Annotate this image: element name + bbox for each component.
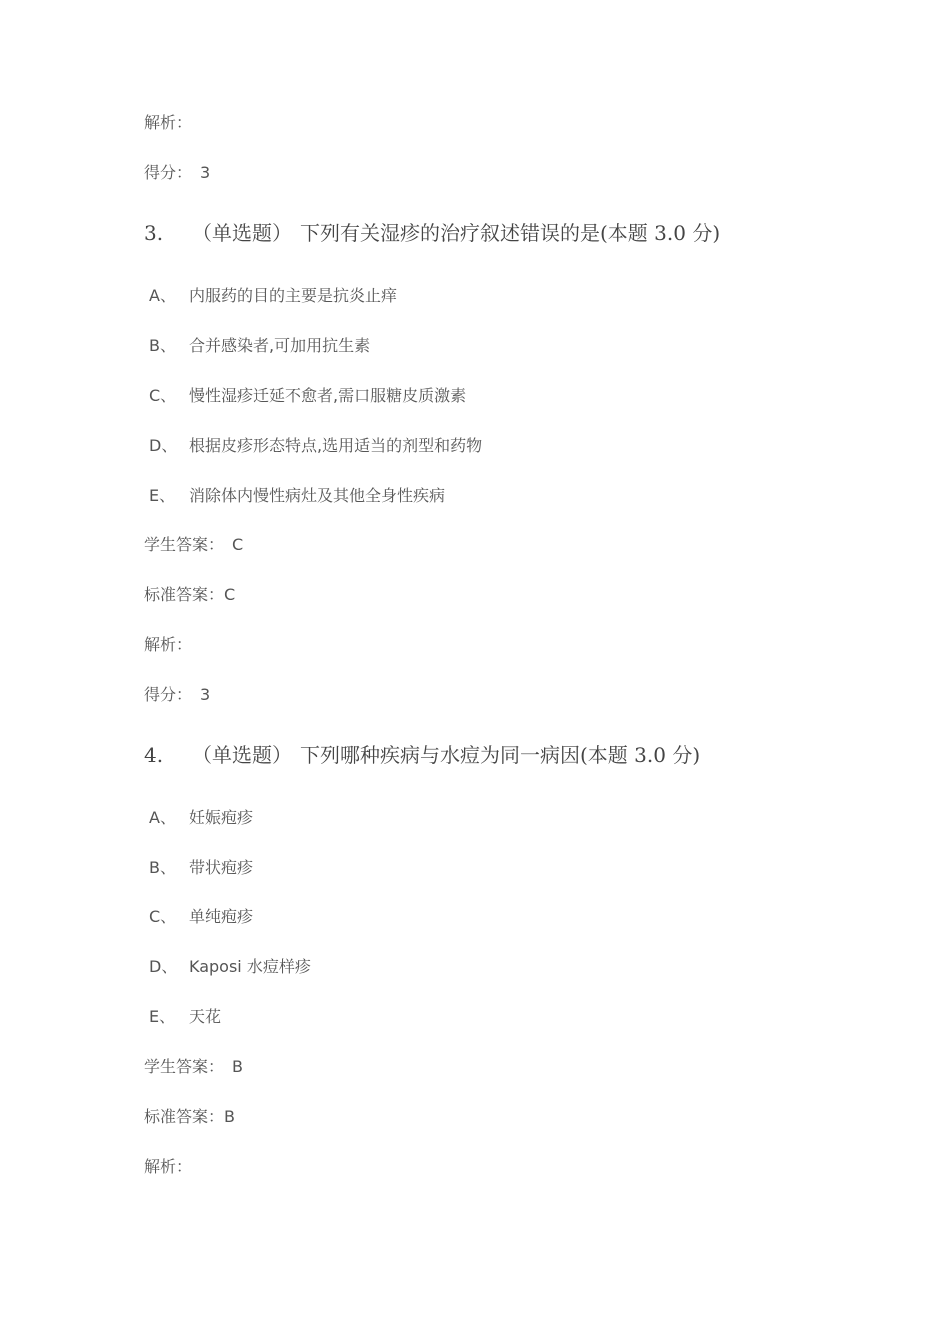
option-letter: E、 (149, 486, 176, 505)
option-text: 消除体内慢性病灶及其他全身性疾病 (189, 486, 446, 505)
option-text: 带状疱疹 (189, 858, 254, 877)
option-item[interactable] (149, 1006, 221, 1028)
option-item[interactable] (149, 435, 482, 457)
standard-answer-row: 标准答案：C (144, 585, 236, 604)
student-answer-value: C (232, 535, 244, 554)
standard-answer-value: B (224, 1107, 235, 1126)
option-letter: B、 (149, 858, 176, 877)
question-number: 4. (144, 743, 164, 767)
option-item[interactable] (149, 335, 370, 357)
option-text: 慢性湿疹迁延不愈者,需口服糖皮质激素 (189, 386, 467, 405)
option-letter: C、 (149, 386, 177, 405)
option-text: 天花 (189, 1007, 222, 1026)
analysis-label: 解析： (144, 113, 193, 132)
question-title (144, 742, 700, 768)
analysis-label: 解析： (144, 635, 193, 654)
option-item[interactable] (149, 485, 445, 507)
score-row: 得分： 3 (144, 685, 211, 704)
option-text: 单纯疱疹 (189, 907, 254, 926)
option-letter: B、 (149, 336, 176, 355)
option-text: 内服药的目的主要是抗炎止痒 (189, 286, 398, 305)
standard-answer-value: C (224, 585, 236, 604)
question-type: （单选题） (192, 743, 292, 767)
analysis-label: 解析： (144, 1157, 193, 1176)
option-letter: D、 (149, 436, 178, 455)
option-text: 合并感染者,可加用抗生素 (189, 336, 371, 355)
question-title (144, 220, 720, 246)
option-item[interactable] (149, 857, 253, 879)
score-value: 3 (200, 685, 211, 704)
option-item[interactable] (149, 956, 311, 978)
option-text: 妊娠疱疹 (189, 808, 254, 827)
question-text: 下列有关湿疹的治疗叙述错误的是(本题 3.0 分) (300, 221, 721, 245)
option-letter: C、 (149, 907, 177, 926)
option-item[interactable] (149, 807, 253, 829)
score-row: 得分： 3 (144, 163, 211, 182)
option-letter: E、 (149, 1007, 176, 1026)
option-item[interactable] (149, 385, 466, 407)
option-item[interactable] (149, 906, 253, 928)
option-text: Kaposi 水痘样疹 (189, 957, 311, 976)
option-letter: A、 (149, 808, 176, 827)
question-type: （单选题） (192, 221, 292, 245)
student-answer-value: B (232, 1057, 243, 1076)
option-letter: A、 (149, 286, 176, 305)
score-value: 3 (200, 163, 211, 182)
student-answer-row: 学生答案： B (144, 1057, 243, 1076)
standard-answer-row: 标准答案：B (144, 1107, 235, 1126)
option-item[interactable] (149, 285, 397, 307)
question-number: 3. (144, 221, 164, 245)
option-letter: D、 (149, 957, 178, 976)
student-answer-row: 学生答案： C (144, 535, 244, 554)
option-text: 根据皮疹形态特点,选用适当的剂型和药物 (189, 436, 483, 455)
question-text: 下列哪种疾病与水痘为同一病因(本题 3.0 分) (300, 743, 701, 767)
